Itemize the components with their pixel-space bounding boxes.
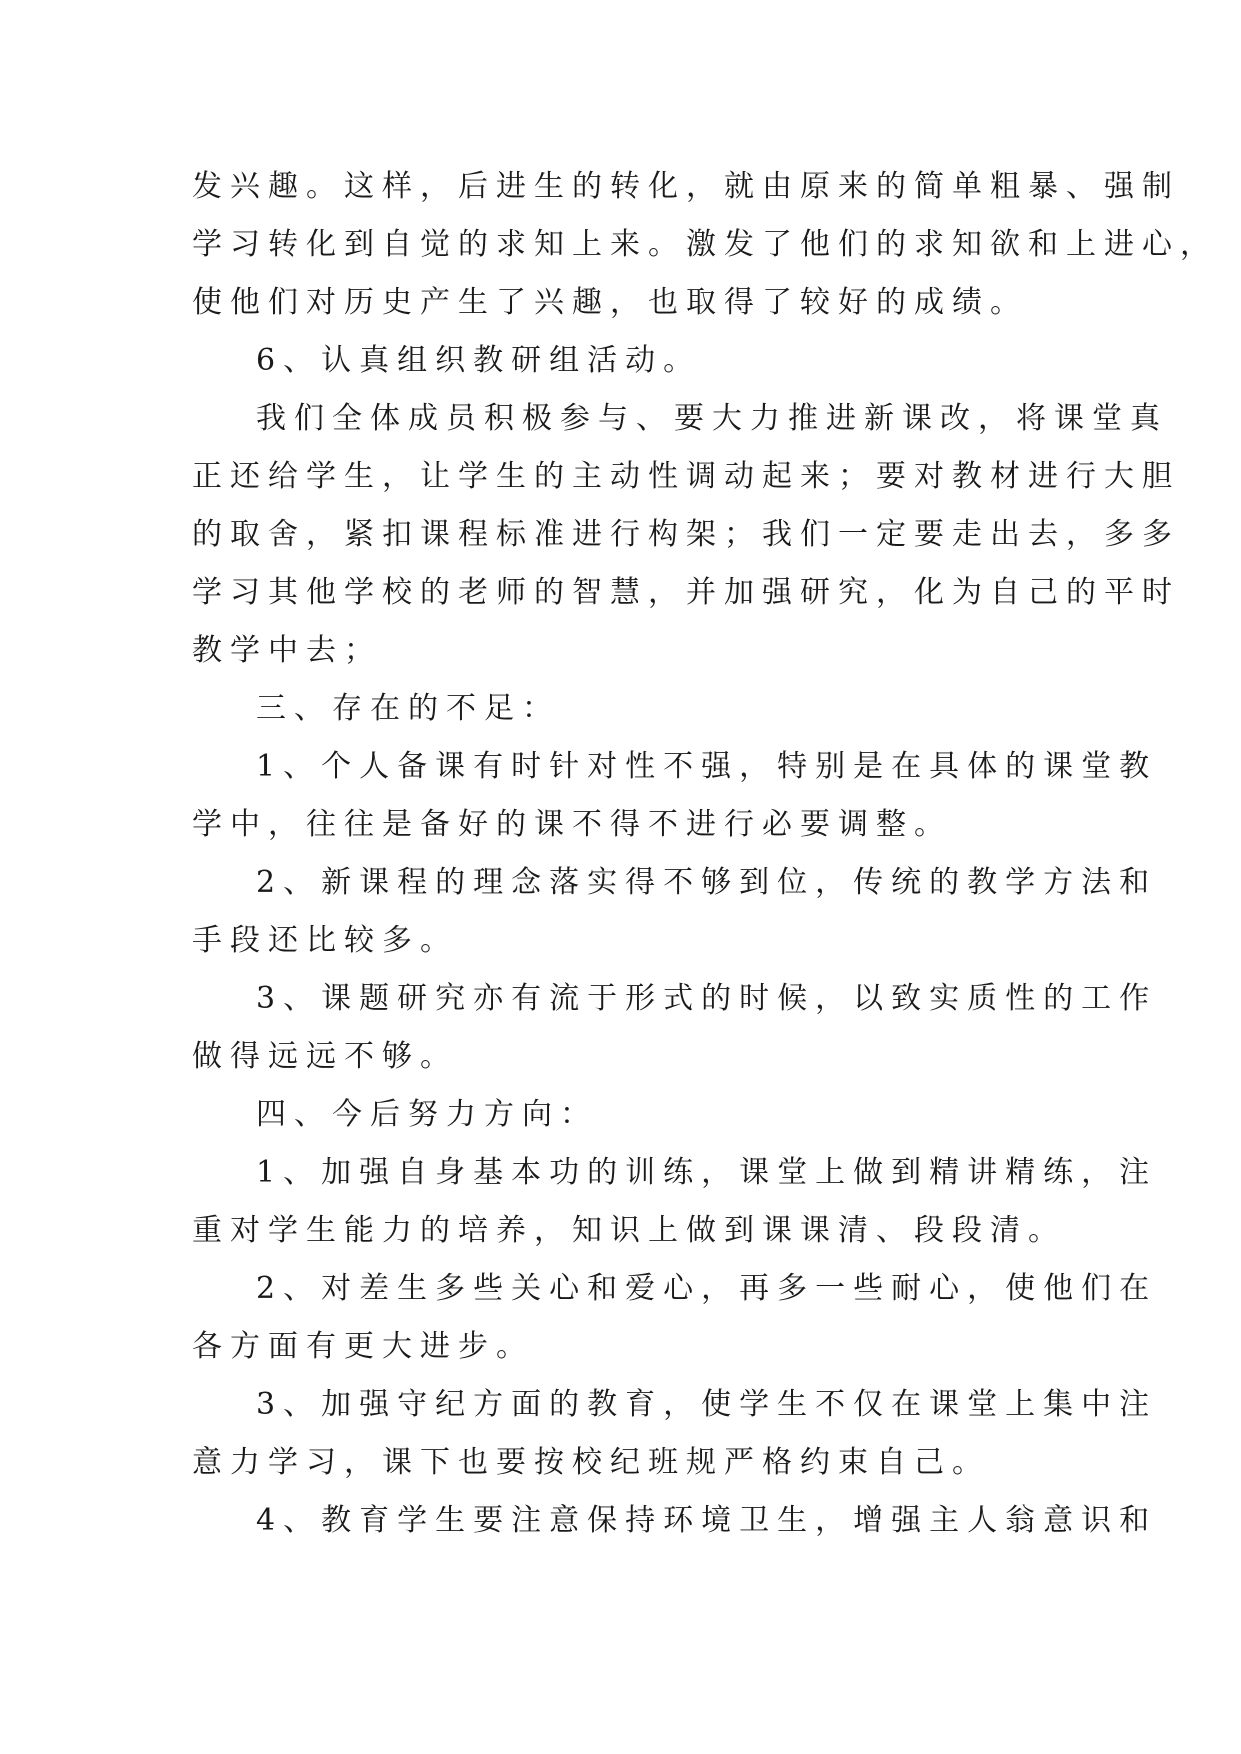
text-line: 正还给学生，让学生的主动性调动起来；要对教材进行大胆: [192, 459, 1180, 494]
text-line: 学习转化到自觉的求知上来。激发了他们的求知欲和上进心，: [192, 227, 1218, 262]
text-line: 意力学习，课下也要按校纪班规严格约束自己。: [192, 1445, 990, 1480]
text-line: 做得远远不够。: [192, 1039, 458, 1074]
text-line: 学中，往往是备好的课不得不进行必要调整。: [192, 807, 952, 842]
section-heading: 四、今后努力方向：: [256, 1097, 598, 1132]
text-line: 重对学生能力的培养，知识上做到课课清、段段清。: [192, 1213, 1066, 1248]
list-item: 3、加强守纪方面的教育，使学生不仅在课堂上集中注: [256, 1387, 1158, 1422]
list-item: 1、加强自身基本功的训练，课堂上做到精讲精练，注: [256, 1155, 1158, 1190]
text-line: 学习其他学校的老师的智慧，并加强研究，化为自己的平时: [192, 575, 1180, 610]
list-item: 2、新课程的理念落实得不够到位，传统的教学方法和: [256, 865, 1158, 900]
section-heading: 三、存在的不足：: [256, 691, 560, 726]
text-line: 的取舍，紧扣课程标准进行构架；我们一定要走出去，多多: [192, 517, 1180, 552]
text-line: 使他们对历史产生了兴趣，也取得了较好的成绩。: [192, 285, 1028, 320]
text-line: 各方面有更大进步。: [192, 1329, 534, 1364]
text-line: 发兴趣。这样，后进生的转化，就由原来的简单粗暴、强制: [192, 169, 1180, 204]
list-item: 1、个人备课有时针对性不强，特别是在具体的课堂教: [256, 749, 1158, 784]
list-item: 3、课题研究亦有流于形式的时候，以致实质性的工作: [256, 981, 1158, 1016]
list-item: 4、教育学生要注意保持环境卫生，增强主人翁意识和: [256, 1503, 1158, 1538]
text-line: 手段还比较多。: [192, 923, 458, 958]
document-body: [192, 158, 1218, 1550]
text-line: 教学中去；: [192, 633, 382, 668]
text-line: 我们全体成员积极参与、要大力推进新课改，将课堂真: [256, 401, 1168, 436]
section-item-heading: 6、认真组织教研组活动。: [256, 343, 702, 378]
list-item: 2、对差生多些关心和爱心，再多一些耐心，使他们在: [256, 1271, 1158, 1306]
